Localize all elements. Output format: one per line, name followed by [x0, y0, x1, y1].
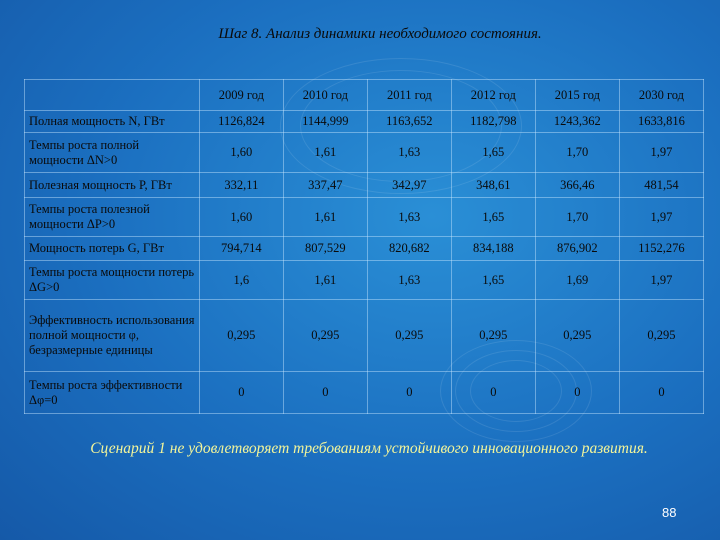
row-label: Полезная мощность P, ГВт	[25, 173, 200, 198]
table-cell: 1,97	[619, 261, 703, 300]
table-cell: 1,69	[535, 261, 619, 300]
row-label: Темпы роста полной мощности ΔN>0	[25, 133, 200, 173]
table-cell: 0,295	[619, 300, 703, 372]
table-header-empty	[25, 80, 200, 111]
slide-title: Шаг 8. Анализ динамики необходимого состояния.	[218, 26, 542, 42]
table-cell: 1,65	[451, 198, 535, 237]
table-cell: 0	[199, 372, 283, 414]
year-header: 2012 год	[451, 80, 535, 111]
table-cell: 0,295	[451, 300, 535, 372]
table-header-row	[25, 80, 704, 111]
year-header: 2010 год	[283, 80, 367, 111]
conclusion-text: Сценарий 1 не удовлетворяет требованиям устойчивого инновационного развития.	[90, 440, 648, 457]
table-cell: 342,97	[367, 173, 451, 198]
table-cell: 1182,798	[451, 111, 535, 133]
table-cell: 1126,824	[199, 111, 283, 133]
table-cell: 0	[619, 372, 703, 414]
table-cell: 1,70	[535, 133, 619, 173]
table-cell: 1152,276	[619, 237, 703, 261]
table-cell: 1,61	[283, 198, 367, 237]
table-cell: 834,188	[451, 237, 535, 261]
table-cell: 1,61	[283, 261, 367, 300]
year-header: 2011 год	[367, 80, 451, 111]
table-row	[25, 261, 704, 300]
table-cell: 0,295	[367, 300, 451, 372]
table-cell: 1,65	[451, 261, 535, 300]
year-header: 2009 год	[199, 80, 283, 111]
page-number: 88	[662, 505, 677, 520]
table-cell: 1144,999	[283, 111, 367, 133]
row-label: Темпы роста мощности потерь ΔG>0	[25, 261, 200, 300]
table-cell: 794,714	[199, 237, 283, 261]
table-cell: 1,61	[283, 133, 367, 173]
table-cell: 0	[451, 372, 535, 414]
table-row	[25, 372, 704, 414]
data-table	[24, 79, 704, 414]
table-cell: 1243,362	[535, 111, 619, 133]
table-cell: 807,529	[283, 237, 367, 261]
year-header: 2030 год	[619, 80, 703, 111]
table-cell: 1,63	[367, 261, 451, 300]
row-label: Полная мощность N, ГВт	[25, 111, 200, 133]
table-cell: 348,61	[451, 173, 535, 198]
table-cell: 1,63	[367, 198, 451, 237]
table-cell: 1,65	[451, 133, 535, 173]
row-label: Темпы роста полезной мощности ΔP>0	[25, 198, 200, 237]
table-cell: 1,97	[619, 198, 703, 237]
table-cell: 1,60	[199, 198, 283, 237]
year-header: 2015 год	[535, 80, 619, 111]
table-row	[25, 133, 704, 173]
table-cell: 1,97	[619, 133, 703, 173]
row-label: Эффективность использования полной мощности φ, безразмерные единицы	[25, 300, 200, 372]
row-label: Темпы роста эффективности Δφ=0	[25, 372, 200, 414]
table-row	[25, 198, 704, 237]
table-cell: 1,63	[367, 133, 451, 173]
table-cell: 1,60	[199, 133, 283, 173]
table-cell: 1,6	[199, 261, 283, 300]
table-cell: 0,295	[535, 300, 619, 372]
row-label: Мощность потерь G, ГВт	[25, 237, 200, 261]
table-row	[25, 173, 704, 198]
table-cell: 332,11	[199, 173, 283, 198]
table-cell: 0	[535, 372, 619, 414]
table-cell: 0	[283, 372, 367, 414]
table-cell: 0	[367, 372, 451, 414]
table-cell: 1633,816	[619, 111, 703, 133]
table-cell: 0,295	[283, 300, 367, 372]
table-cell: 481,54	[619, 173, 703, 198]
table-cell: 366,46	[535, 173, 619, 198]
table-row	[25, 111, 704, 133]
table-cell: 337,47	[283, 173, 367, 198]
table-cell: 1,70	[535, 198, 619, 237]
table-cell: 876,902	[535, 237, 619, 261]
table-cell: 820,682	[367, 237, 451, 261]
table-cell: 0,295	[199, 300, 283, 372]
table-cell: 1163,652	[367, 111, 451, 133]
table-row	[25, 300, 704, 372]
table-row	[25, 237, 704, 261]
